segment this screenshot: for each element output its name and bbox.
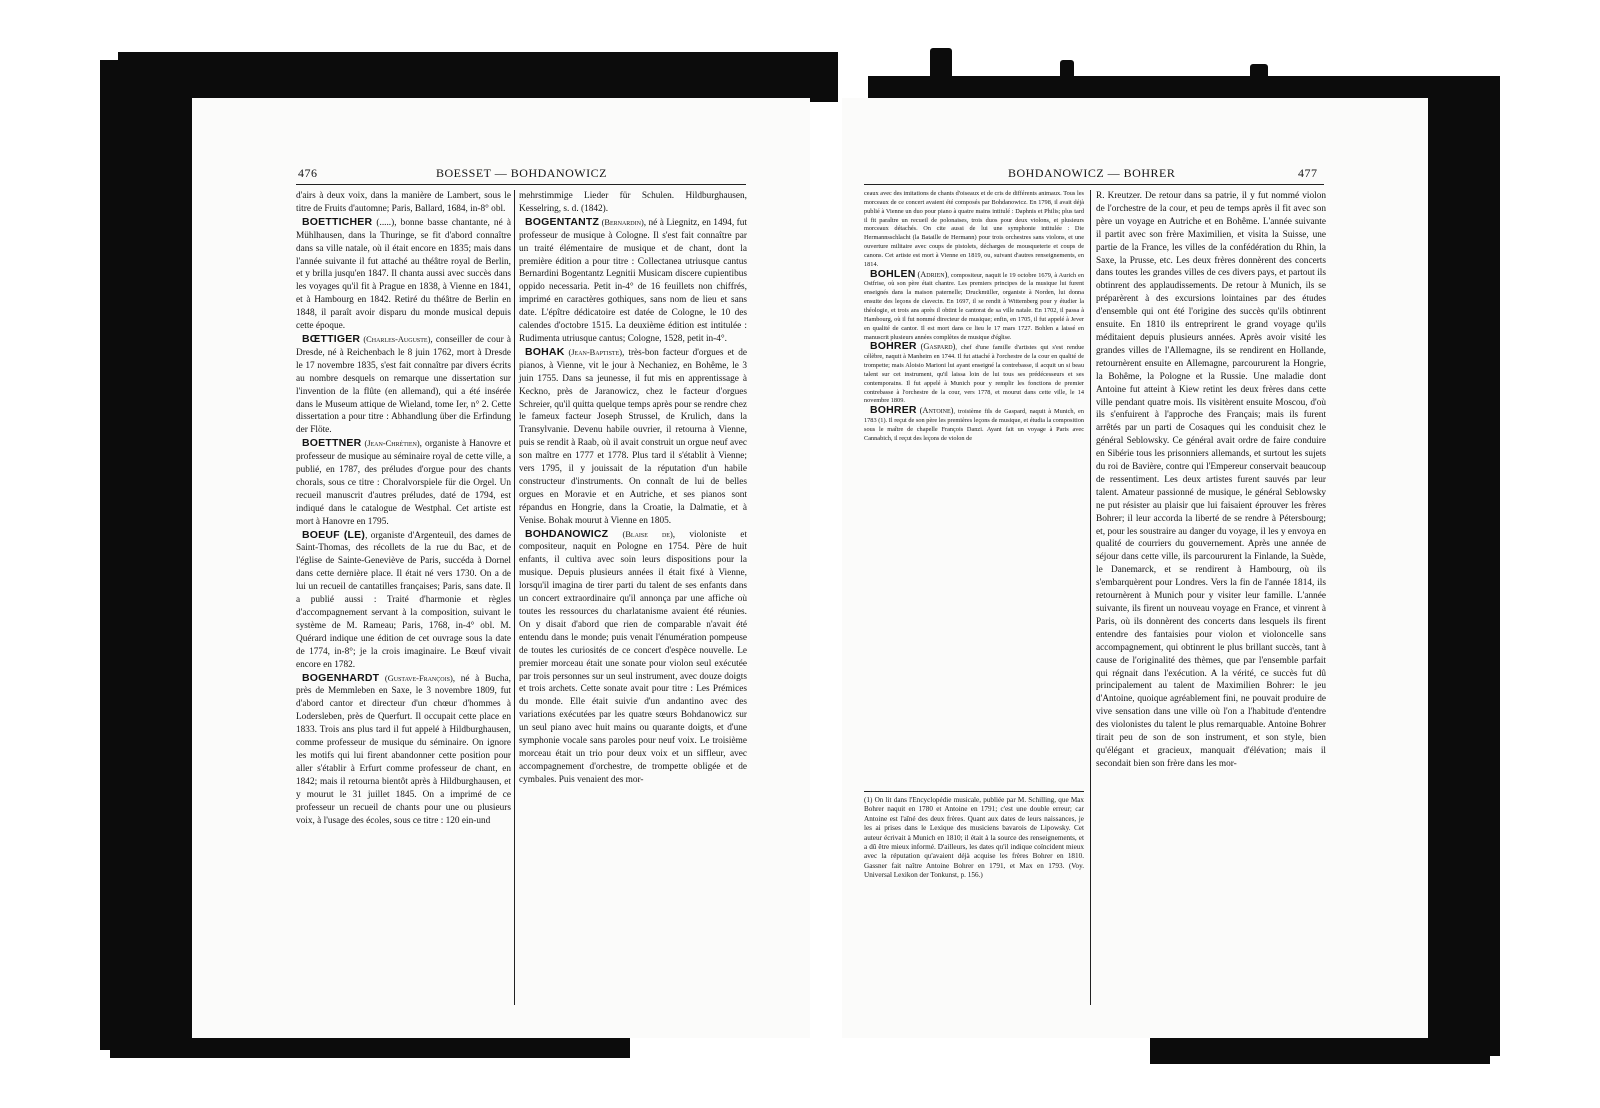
dictionary-entry [519, 216, 747, 346]
running-title: BOHDANOWICZ — BOHRER [1008, 166, 1176, 180]
entry-headword: BOEUF (LE) [302, 528, 366, 541]
entry-text: ceaux avec des imitations de chants d'oiseaux et de cris de différents animaux. Tous les morceaux de ce concert avaient été composés par Bohdanowicz. En 1798, il avait déjà publié à Vienne un duo pour piano à quatre mains intitulé : Daphnis et Philis; plus tard il fit paraître un recueil de polonaises, trois duos pour deux violons, et plusieurs morceaux détachés. On cite aussi de lui une symphonie intitulée : Die Hermannsschlacht (la Bataille de Hermann) pour trois orchestres sans violons, et une ouverture militaire avec coups de pistolets, décharges de mousqueterie et coups de canons. Cet artiste est mort à Vienne en 1819, ou, suivant d'autres renseignements, en 1814. [864, 190, 1084, 268]
continued-text [296, 190, 511, 216]
entry-text: , organiste à Hanovre et professeur de musique au séminaire royal de cette ville, a publié, en 1787, des préludes d'orgue pour des chants chorals, sous ce titre : Choralvorspiele für die Orgel. Un recueil manuscrit d'autres préludes, daté de 1794, est indiqué dans le catalogue de Westphal. Cet artiste est mort à Hanovre en 1795. [296, 439, 512, 527]
entry-text: R. Kreutzer. De retour dans sa patrie, il y fut nommé violon de l'orchestre de la cour, et peu de temps après il fit avec son père un voyage en Autriche et en Bohême. L'année suivante il partit avec son frère Maximilien, et visita la Suisse, une partie de la France, les villes de la confédération du Rhin, la Saxe, la Prusse, etc. Les deux frères donnèrent des concerts dans toutes les grandes villes de ces divers pays, et partout ils obtinrent des applaudissements. De retour à Munich, ils se préparèrent à des excursions lointaines par des études d'ensemble qui ont été l'origine des succès qu'ils obtinrent ensuite. En 1810 ils entreprirent le grand voyage qu'ils méditaient depuis plusieurs années. Après avoir visité les grandes villes de l'Allemagne, ils se rendirent en Hollande, retournèrent ensuite en Allemagne, parcoururent la Hongrie, la Bohême, la Pologne et la Russie. Une maladie dont Antoine fut atteint à Kiew retint les deux frères dans cette ville pendant quatre mois. Ils visitèrent ensuite Moscou, d'où ils s'enfuirent à l'approche des Français; mais ils furent arrêtés par un parti de Cosaques qui les conduisit chez le général Seblowsky. Ce général avait ordre de faire conduire en Sibérie tous les prisonniers allemands, et surtout les sujets du roi de Bavière, contre qui l'Empereur conservait beaucoup de ressentiment. Les deux artistes furent sauvés par leur talent. Amateur passionné de musique, le général Seblowsky ne put résister au plaisir que lui faisaient éprouver les frères Bohrer; il leur accorda la liberté de se rendre à Pétersbourg; et, pour les soustraire au danger du voyage, il les y envoya en qualité de courriers du gouvernement. Après une année de séjour dans cette ville, ils parcoururent la Finlande, la Suède, le Danemarck, et se rendirent à Hambourg, où ils s'embarquèrent pour Londres. Vers la fin de l'année 1814, ils retournèrent à Munich pour y visiter leur famille. L'année suivante, ils firent un nouveau voyage en France, et vinrent à Paris, où ils donnèrent des concerts dans lesquels ils firent entendre des fantaisies pour violon et violoncelle sans accompagnement, qui obtinrent le plus brillant succès, tant à cause de l'originalité des thèmes, que par l'ensemble parfait qui régnait dans l'exécution. A la vérité, ce succès fut dû principalement au talent de Maximilien Bohrer: le jeu d'Antoine, quoique agréablement fini, ne pouvait produire de vive sensation dans une ville où l'on a l'habitude d'entendre des violonistes du talent le plus remarquable. Antoine Bohrer tirait peu de son de son instrument, et son style, bien qu'élégant et gracieux, manquait d'élévation; mais il secondait bien son frère dans les mor- [1096, 191, 1326, 769]
entry-headword: BOGENHARDT [302, 671, 380, 684]
entry-headword: BOGENTANTZ [525, 215, 600, 228]
page-number: 476 [298, 166, 318, 180]
entry-headword: BOETTICHER [302, 215, 373, 228]
entry-given-names: (Adrien) [917, 269, 948, 279]
continued-text [864, 190, 1084, 270]
entry-headword: BOHLEN [870, 267, 916, 280]
footnote-text: (1) On lit dans l'Encyclopédie musicale, publiée par M. Schilling, que Max Bohrer naquit en 1780 et Antoine en 1791; c'est une double erreur; car Antoine est l'aîné des deux frères. Quant aux dates de leurs naissances, je les ai prises dans le Lexique des musiciens bavarois de Lipowsky. Cet auteur écrivait à Munich en 1810; il était à la source des renseignements, et a dû être mieux informé. D'ailleurs, les dates qu'il indique coïncident mieux avec la réputation qu'avaient déjà acquise les frères Bohrer en 1810. Gassner fait naître Antoine Bohrer en 1791, et Max en 1793. (Voy. Universal Lexikon der Tonkunst, p. 156.) [864, 796, 1084, 880]
head-rule [296, 184, 746, 185]
continued-text [519, 190, 747, 216]
left-running-head [192, 166, 810, 182]
entry-text: , conseiller de cour à Dresde, né à Reichenbach le 8 juin 1762, mort à Dresde le 17 novembre 1835, s'est fait connaître par divers écrits au nombre desquels on remarque une dissertation sur l'invention de la flûte (en allemand), qui a été insérée dans le Museum attique de Wieland, tome Ier, n° 2. Cette dissertation a pour titre : Abhandlung über die Erfindung der Flöte. [296, 334, 511, 436]
right-running-head [842, 166, 1428, 182]
column-rule [514, 190, 515, 1005]
right-scan-border-bottom [1150, 1036, 1490, 1064]
right-page [842, 98, 1428, 1038]
scan-blot [1060, 60, 1074, 86]
entry-text: , organiste d'Argenteuil, des dames de Saint-Thomas, des récollets de la rue du Bac, et de l'église de Sainte-Geneviève de Paris, succéda à Dornel dans cette dernière place. Il était né vers 1730. On a de lui un recueil de cantatilles françaises; Paris, sans date. Il a publié aussi : Traité d'harmonie et règles d'accompagnement servant à la composition, suivant le système de M. Rameau; Paris, 1768, in-4° obl. M. Quérard indique une édition de cet ouvrage sous la date de 1774, in-8°; je la crois imaginaire. Le Bœuf vivait encore en 1782. [296, 530, 511, 670]
left-scan-border-top [118, 52, 838, 102]
entry-given-names: (Jean-Chrétien) [364, 439, 420, 449]
entry-given-names: (Gustave-François) [384, 673, 453, 683]
entry-given-names: (Blaise de) [622, 529, 673, 539]
entry-text: , violoniste et compositeur, naquit en Pologne en 1754. Père de huit enfants, il cultiva avec soin leurs dispositions pour la musique. Depuis plusieurs années il était fixé à Vienne, lorsqu'il imagina de tirer parti du talent de ses enfants dans un concert extraordinaire qu'il annonça par une affiche où toutes les ressources du charlatanisme avaient été réunies. On y disait d'abord que rien de comparable n'avait été entendu dans le monde; puis venait l'énumération pompeuse de toutes les curiosités de ce concert d'espèce nouvelle. Le premier morceau était une sonate pour violon seul exécutée par trois personnes sur un seul instrument, avec douze doigts et trois archets. Cette sonate avait pour titre : Les Prémices du monde. Elle était suivie d'un andantino avec des variations exécutées par les quatre sœurs Bohdanowicz sur un seul piano avec huit mains ou quarante doigts, et d'une symphonie vocale sans paroles pour neuf voix. Le troisième morceau était un trio pour deux voix et un siffleur, avec accompagnement d'orchestre, de trompette obligée et de cymbales. Puis venaient des mor- [519, 529, 747, 785]
entry-headword: BOHRER [870, 404, 917, 417]
entry-text: , très-bon facteur d'orgues et de pianos, à Vienne, vit le jour à Nechaniez, en Bohême, le 3 juin 1755. Dans sa jeunesse, il fut mis en apprentissage à Keckno, près de Jaranowicz, chez le facteur d'orgues Schreier, qu'il quitta quelque temps après pour se rendre chez le fameux facteur Joseph Strussel, de Krulich, dans la Transylvanie. Devenu habile ouvrier, il retourna à Vienne, puis se rendit à Raab, où il avait construit un orgue neuf avec son maître en 1777 et 1778. Plus tard il s'établit à Vienne; vers 1795, il y jouissait de la réputation d'un habile constructeur d'instruments. On connaît de lui de belles orgues en Moravie et en Autriche, et ses pianos sont répandus en Hongrie, dans la Croatie, la Dalmatie, et à Venise. Bohak mourut à Vienne en 1805. [519, 347, 748, 526]
left-scan-border-left [100, 60, 194, 1050]
text-column-1 [864, 190, 1084, 810]
right-scan-border-right [1424, 76, 1500, 1056]
text-column-2 [519, 190, 747, 787]
running-title: BOESSET — BOHDANOWICZ [436, 166, 607, 180]
scan-blot [1250, 64, 1268, 86]
entry-text: mehrstimmige Lieder für Schulen. Hildburghausen, Kesselring, s. d. (1842). [519, 191, 747, 214]
entry-given-names: (Antoine) [919, 406, 954, 416]
entry-text: (.....), bonne basse chantante, né à Mühlhausen, dans la Thuringe, se fit d'abord connaître dans sa ville natale, où il était encore en 1835; mais dans l'année suivante il fut attaché au théâtre royal de Berlin, et y brilla jusqu'en 1847. Il chanta aussi avec succès dans les voyages qu'il fit à Prague en 1838, à Vienne en 1841, et à Hambourg en 1842. Retiré du théâtre de Berlin en 1848, il paraît avoir disparu du monde musical depuis cette époque. [296, 217, 511, 332]
entry-given-names: (Gaspard) [920, 342, 956, 352]
footnote-rule [864, 791, 1084, 792]
entry-text: , compositeur, naquit le 19 octobre 1679, à Aurich en Ostfrise, où son père était chantre. Les premiers principes de la musique lui furent enseignés dans la maison paternelle; Druckmüller, organiste à Norden, lui donna ensuite des leçons de clavecin. En 1697, il se rendit à Wittemberg pour y étudier la théologie, et trois ans après il obtint le cantorat de sa ville natale. En 1702, il passa à Hambourg, où il fut nommé directeur de musique; enfin, en 1705, il fut appelé à Jever en qualité de cantor. Il est mort dans ce lieu le 17 mars 1727. Bohlen a laissé en manuscrit plusieurs années complètes de musique d'église. [864, 271, 1084, 341]
dictionary-entry [296, 333, 511, 437]
entry-text: , chef d'une famille d'artistes qui s'est rendue célèbre, naquit à Manheim en 1744. Il fut attaché à l'orchestre de la cour en qualité de trompette; mais Aloisio Marioni lui ayant enseigné la contrebasse, il acquit un si beau talent sur cet instrument, qu'il laissa loin de lui tous ses prédécesseurs et ses contemporains. Il fut appelé à Munich pour y remplir les fonctions de premier contrebasse à l'orchestre de la cour, vers 1778, et mourut dans cette ville, le 14 novembre 1809. [864, 344, 1084, 405]
continued-text [1096, 190, 1326, 771]
entry-text: , né à Bucha, près de Memmleben en Saxe, le 3 novembre 1809, fut d'abord cantor et directeur d'un chœur d'hommes à Lodersleben, près de Querfurt. Il occupait cette place en 1833. Trois ans plus tard il fut appelé à Hildburghausen, comme professeur de musique du séminaire. On ignore les motifs qui lui firent abandonner cette position pour aller s'établir à Erfurt comme professeur de chant, en 1842; mais il retourna bientôt après à Hildburghausen, et y mourut le 31 juillet 1845. On a imprimé de ce professeur un recueil de chants pour une ou plusieurs voix, à l'usage des écoles, sous ce titre : 120 ein-und [296, 673, 511, 826]
dictionary-entry [864, 267, 1084, 343]
dictionary-entry [296, 216, 511, 333]
entry-headword: BOHRER [870, 340, 917, 353]
dictionary-entry [519, 346, 747, 528]
right-scan-border-top [868, 76, 1428, 100]
left-page [192, 98, 810, 1038]
entry-given-names: (Bernardin) [601, 217, 644, 227]
head-rule [864, 184, 1324, 185]
entry-headword: BŒTTIGER [302, 332, 361, 345]
entry-headword: BOETTNER [302, 437, 362, 450]
page-number: 477 [1298, 166, 1318, 180]
left-scan-border-bottom [110, 1036, 630, 1058]
scan-blot [930, 48, 952, 84]
dictionary-entry [864, 406, 1084, 443]
entry-text: , troisième fils de Gaspard, naquit à Munich, en 1783 (1). Il reçut de son père les premières leçons de musique, et étudia la composition sous le maître de chapelle François Danzi. Ayant fait un voyage à Paris avec Cannabich, il reçut des leçons de violon de [864, 408, 1084, 442]
dictionary-entry [864, 342, 1084, 406]
dictionary-entry [296, 529, 511, 672]
entry-text: , né à Liegnitz, en 1494, fut professeur de musique à Cologne. Il s'est fait connaître par un traité élémentaire de musique et de chant, dont la première édition a pour titre : Collectanea utriusque cantus Bernardini Bogentantz Legnitii Musicam discere cupientibus oppido necessaria. Petit in-4° de 16 feuillets non chiffrés, imprimé en caractères gothiques, sans nom de lieu et sans date. L'épître dédicatoire est datée de Cologne, le 10 des calendes d'octobre 1515. La deuxième édition est intitulée : Rudimenta utriusque cantus; Cologne, 1528, petit in-4°. [519, 217, 747, 344]
dictionary-entry [519, 528, 747, 787]
footnote [864, 796, 1084, 881]
entry-given-names: (Charles-Auguste) [363, 334, 431, 344]
entry-text: d'airs à deux voix, dans la manière de Lambert, sous le titre de Fruits d'automne; Paris, Ballard, 1684, in-8° obl. [296, 191, 511, 214]
dictionary-entry [296, 672, 511, 828]
column-rule [1090, 190, 1091, 1005]
text-column-1 [296, 190, 511, 827]
entry-given-names: (Jean-Baptiste) [568, 347, 623, 357]
text-column-2 [1096, 190, 1326, 771]
entry-headword: BOHAK [525, 345, 565, 358]
entry-headword: BOHDANOWICZ [525, 527, 609, 540]
dictionary-entry [296, 437, 511, 528]
